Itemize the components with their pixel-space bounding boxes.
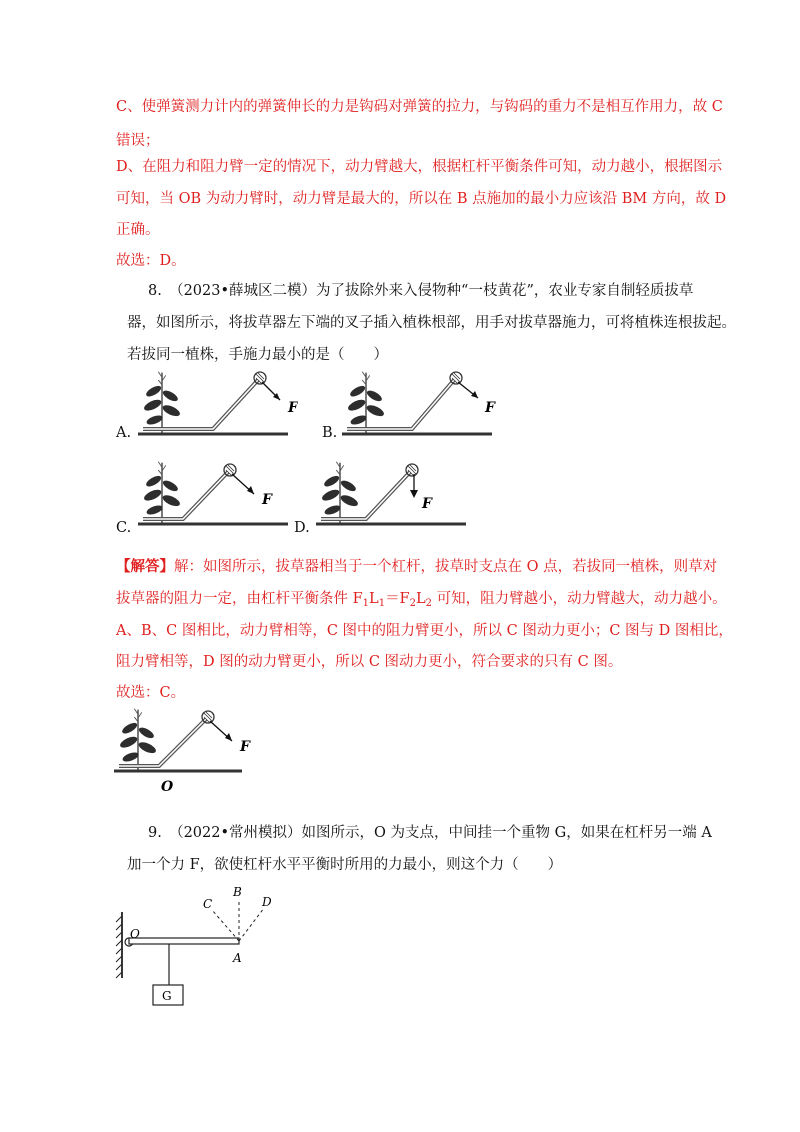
answer-line-d1: D、在阻力和阻力臂一定的情况下，动力臂越大，根据杠杆平衡条件可知，动力越小，根据图示 — [116, 159, 723, 175]
option-a-label: A. — [116, 425, 132, 441]
q8-answer-choice: 故选：C。 — [116, 685, 186, 701]
force-label: F — [262, 492, 272, 508]
option-a-figure — [138, 368, 298, 443]
q8-answer-line3: A、B、C 图相比，动力臂相等，C 图中的阻力臂更小，所以 C 图动力更小；C 图与 D 图相比， — [116, 623, 733, 639]
answer-line1-text: 解：如图所示，拔草器相当于一个杠杆，拔草时支点在 O 点，若拔同一植株，则草对 — [174, 559, 718, 575]
direction-label-c: C — [203, 897, 213, 911]
answer-line-c1: C、使弹簧测力计内的弹簧伸长的力是钩码对弹簧的拉力，与钩码的重力不是相互作用力，故 C — [116, 99, 723, 115]
weight-label: G — [162, 989, 172, 1003]
option-b-label: B. — [322, 425, 338, 441]
end-label-a: A — [233, 951, 242, 965]
direction-label-d: D — [262, 895, 272, 909]
q8-line2: 器，如图所示，将拔草器左下端的叉子插入植株根部，用手对拔草器施力，可将植株连根拔起。 — [127, 315, 736, 331]
force-label: F — [422, 496, 432, 512]
direction-label-b: B — [233, 885, 242, 899]
answer-tag: 【解答】 — [116, 558, 174, 575]
q8-answer-line1 — [116, 557, 717, 577]
answer-line-d2: 可知，当 OB 为动力臂时，动力臂是最大的，所以在 B 点施加的最小力应该沿 BM 方向，故 D — [116, 191, 727, 207]
option-d-label: D. — [294, 520, 310, 536]
q9-line2: 加一个力 F，欲使杠杆水平平衡时所用的力最小，则这个力（ ） — [127, 857, 563, 873]
answer-choice-prev: 故选：D。 — [116, 253, 186, 269]
force-label: F — [288, 400, 298, 416]
option-c-label: C. — [116, 520, 132, 536]
fulcrum-label: O — [161, 779, 174, 795]
answer-line-d3: 正确。 — [116, 222, 160, 238]
answer-line-c2: 错误； — [116, 133, 160, 149]
q8-answer-figure — [114, 705, 274, 795]
force-label: F — [485, 400, 495, 416]
q9-lever-figure — [112, 880, 312, 1010]
option-b-figure — [342, 368, 502, 443]
q8-answer-line4: 阻力臂相等，D 图的动力臂更小，所以 C 图动力更小，符合要求的只有 C 图。 — [116, 654, 623, 670]
pivot-label: O — [130, 927, 140, 941]
q9-line1: 9. （2022•常州模拟）如图所示，O 为支点，中间挂一个重物 G，如果在杠杆另一端 A — [148, 825, 712, 841]
force-label: F — [240, 739, 250, 755]
q8-line3: 若拔同一植株，手施力最小的是（ ） — [127, 347, 388, 363]
q8-answer-line2: 拔草器的阻力一定，由杠杆平衡条件 $F_1L_1=F_2L_2$ 可知，阻力臂越小，动力臂越大，动力越小。 — [116, 591, 727, 609]
option-c-figure — [138, 458, 298, 533]
option-d-figure — [316, 458, 476, 533]
q8-line1: 8. （2023•薛城区二模）为了拔除外来入侵物种“一枝黄花”，农业专家自制轻质拔草 — [148, 283, 694, 299]
